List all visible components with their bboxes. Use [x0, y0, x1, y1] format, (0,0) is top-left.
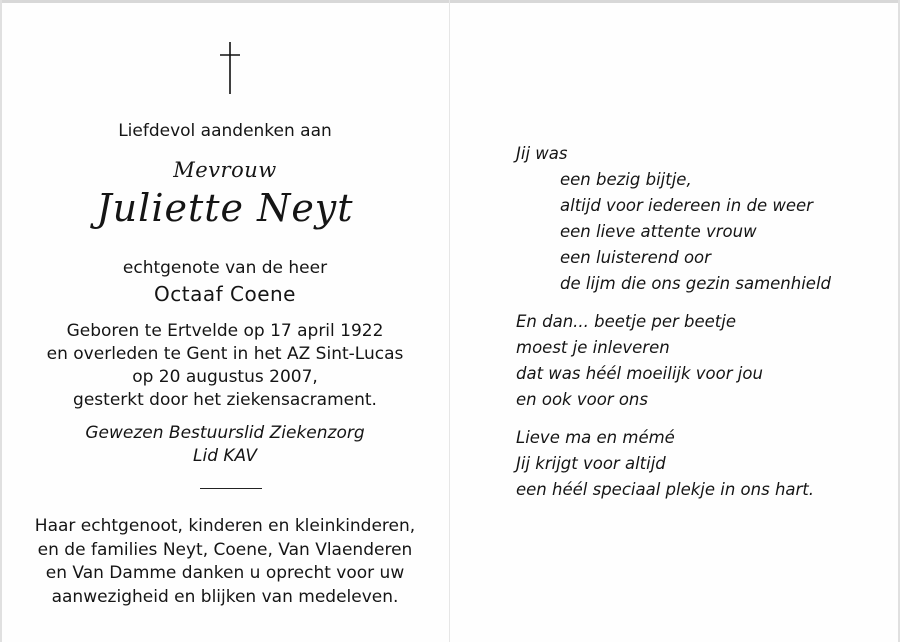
- thanks-line: en Van Damme danken u oprecht voor uw: [45, 563, 405, 583]
- role-line: Gewezen Bestuurslid Ziekenzorg: [85, 423, 365, 443]
- thanks-paragraph: [12, 515, 438, 609]
- thanks-line: Haar echtgenoot, kinderen en kleinkinderen,: [34, 516, 416, 536]
- center-fold: [449, 0, 450, 642]
- deceased-name: Juliette Neyt: [96, 186, 354, 230]
- role-line: Lid KAV: [193, 446, 257, 466]
- sacrament-line: gesterkt door het ziekensacrament.: [73, 390, 377, 410]
- thanks-line: en de families Neyt, Coene, Van Vlaenderen: [37, 539, 413, 560]
- thanks-line: aanwezigheid en blijken van medeleven.: [51, 586, 399, 607]
- honorific: Mevrouw: [173, 158, 277, 182]
- poem-line: een héél speciaal plekje in ons hart.: [516, 480, 815, 499]
- separator: [200, 488, 262, 489]
- intro-text: Liefdevol aandenken aan: [118, 121, 332, 141]
- poem-line: dat was héél moeilijk voor jou: [516, 364, 763, 383]
- poem-line: en ook voor ons: [516, 390, 648, 409]
- poem-line: moest je inleveren: [516, 338, 670, 357]
- latin-cross-icon: [215, 42, 245, 94]
- death-line: en overleden te Gent in het AZ Sint-Lucas: [46, 344, 404, 364]
- poem-line: een bezig bijtje,: [560, 170, 692, 189]
- poem-line: altijd voor iedereen in de weer: [560, 196, 813, 215]
- poem-line: een lieve attente vrouw: [560, 222, 757, 241]
- left-edge: [0, 0, 2, 642]
- spouse-label: echtgenote van de heer: [122, 258, 328, 278]
- poem-line: de lijm die ons gezin samenhield: [560, 274, 832, 293]
- poem-line: een luisterend oor: [560, 248, 711, 267]
- poem-line: Jij was: [516, 144, 568, 163]
- poem-line: Jij krijgt voor altijd: [516, 454, 666, 473]
- top-edge: [0, 0, 900, 3]
- death-date: op 20 augustus 2007,: [132, 367, 318, 387]
- poem-line: Lieve ma en mémé: [516, 428, 675, 447]
- spouse-name: Octaaf Coene: [154, 282, 296, 306]
- poem-line: En dan... beetje per beetje: [516, 312, 737, 331]
- birth-line: Geboren te Ertvelde op 17 april 1922: [66, 321, 384, 341]
